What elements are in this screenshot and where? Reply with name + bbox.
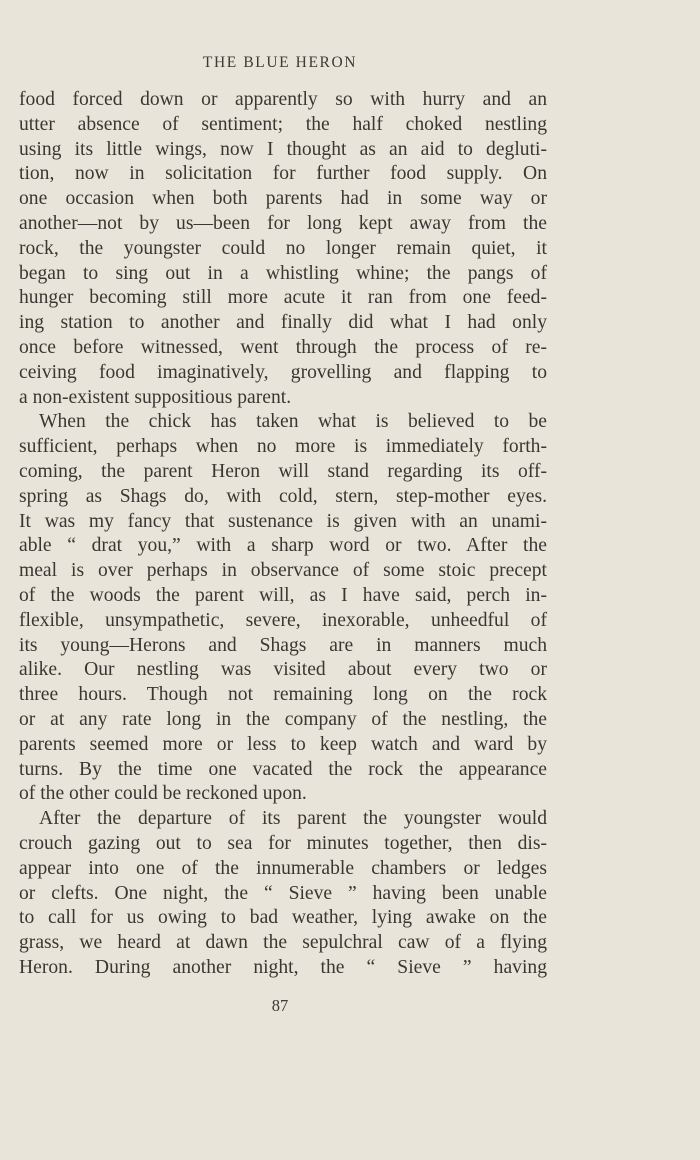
text-line: a non-existent suppositious parent. [19,386,292,408]
page-number: 87 [271,996,289,1015]
body-text [19,88,547,981]
text-line: three hours. Though not remaining long on the rock [19,684,547,706]
text-line: flexible, unsympathetic, severe, inexorable, unheedful of [19,609,547,631]
text-line: meal is over perhaps in observance of some stoic precept [19,560,547,582]
text-line: appear into one of the innumerable chambers or ledges [19,857,547,879]
text-line: spring as Shags do, with cold, stern, step-mother eyes. [19,485,547,507]
text-line: of the other could be reckoned upon. [19,783,307,805]
text-line: ing station to another and finally did what I had only [19,312,547,334]
text-line: or at any rate long in the company of the nestling, the [19,708,547,730]
text-line: crouch gazing out to sea for minutes together, then dis- [19,832,547,854]
text-line: parents seemed more or less to keep watch and ward by [19,733,547,755]
text-line: When the chick has taken what is believed to be [39,411,547,433]
paragraph-1 [19,88,547,410]
text-line: once before witnessed, went through the process of re- [19,336,547,358]
text-line: It was my fancy that sustenance is given with an unami- [19,510,547,532]
text-line: or clefts. One night, the “ Sieve ” having been unable [19,882,547,904]
text-line: able “ drat you,” with a sharp word or two. After the [19,535,547,557]
text-line: food forced down or apparently so with hurry and an [19,89,547,110]
text-line: grass, we heard at dawn the sepulchral caw of a flying [19,932,547,954]
text-line: another—not by us—been for long kept away from the [19,212,547,234]
text-line: its young—Herons and Shags are in manners much [19,634,547,656]
paragraph-3 [19,807,547,981]
text-line: began to sing out in a whistling whine; the pangs of [19,262,547,284]
text-line: sufficient, perhaps when no more is immediately forth- [19,436,547,458]
text-line: utter absence of sentiment; the half choked nestling [19,113,547,135]
text-line: ceiving food imaginatively, grovelling and flapping to [19,361,547,383]
text-line: turns. By the time one vacated the rock the appearance [19,758,547,780]
text-line: of the woods the parent will, as I have said, perch in- [19,584,547,606]
text-line: hunger becoming still more acute it ran from one feed- [19,287,547,309]
text-line: coming, the parent Heron will stand regarding its off- [19,460,547,482]
text-line: one occasion when both parents had in some way or [19,188,547,210]
text-line: rock, the youngster could no longer remain quiet, it [19,237,547,259]
text-line: alike. Our nestling was visited about every two or [19,659,547,681]
text-line: to call for us owing to bad weather, lying awake on the [19,907,547,929]
text-line: using its little wings, now I thought as an aid to degluti- [19,138,547,160]
text-line: After the departure of its parent the youngster would [39,808,547,830]
text-line: tion, now in solicitation for further food supply. On [19,163,547,185]
running-head: THE BLUE HERON [202,54,358,71]
text-line: Heron. During another night, the “ Sieve ” having [19,956,547,978]
paragraph-2 [19,410,547,807]
